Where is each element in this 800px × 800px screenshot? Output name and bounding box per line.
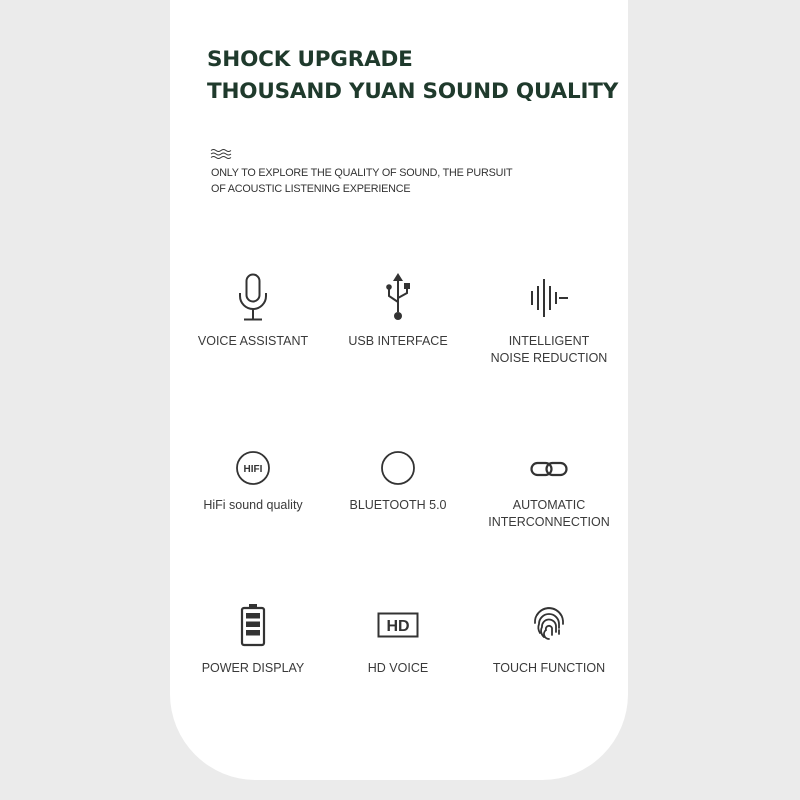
fingerprint-icon	[532, 603, 566, 641]
feature-label: HD VOICE	[367, 661, 429, 675]
headline-line-1: SHOCK UPGRADE	[207, 47, 413, 72]
subtitle-line-2: OF ACOUSTIC LISTENING EXPERIENCE	[211, 183, 411, 195]
svg-text:HD: HD	[386, 618, 410, 635]
feature-label: AUTOMATIC INTERCONNECTION	[488, 498, 610, 529]
feature-label: VOICE ASSISTANT	[197, 334, 309, 348]
wave-icon	[210, 148, 232, 160]
feature-label: USB INTERFACE	[348, 334, 448, 348]
hifi-icon	[235, 450, 271, 486]
subtitle	[211, 165, 531, 197]
usb-icon	[383, 272, 413, 322]
feature-label: HiFi sound quality	[203, 498, 303, 512]
feature-label: TOUCH FUNCTION	[492, 661, 606, 675]
svg-text:HIFI: HIFI	[243, 464, 263, 475]
feature-label: INTELLIGENT NOISE REDUCTION	[490, 334, 608, 365]
microphone-icon	[236, 273, 270, 321]
hd-icon	[377, 612, 419, 638]
battery-icon	[240, 603, 266, 647]
circle-icon	[380, 450, 416, 486]
feature-label: POWER DISPLAY	[201, 661, 305, 675]
subtitle-line-1: ONLY TO EXPLORE THE QUALITY OF SOUND, THE PURSUIT	[211, 167, 513, 179]
link-icon	[530, 461, 568, 477]
sound-wave-icon	[529, 278, 569, 318]
headline	[207, 44, 618, 108]
feature-label: BLUETOOTH 5.0	[349, 498, 447, 512]
headline-line-2: THOUSAND YUAN SOUND QUALITY	[207, 79, 619, 104]
